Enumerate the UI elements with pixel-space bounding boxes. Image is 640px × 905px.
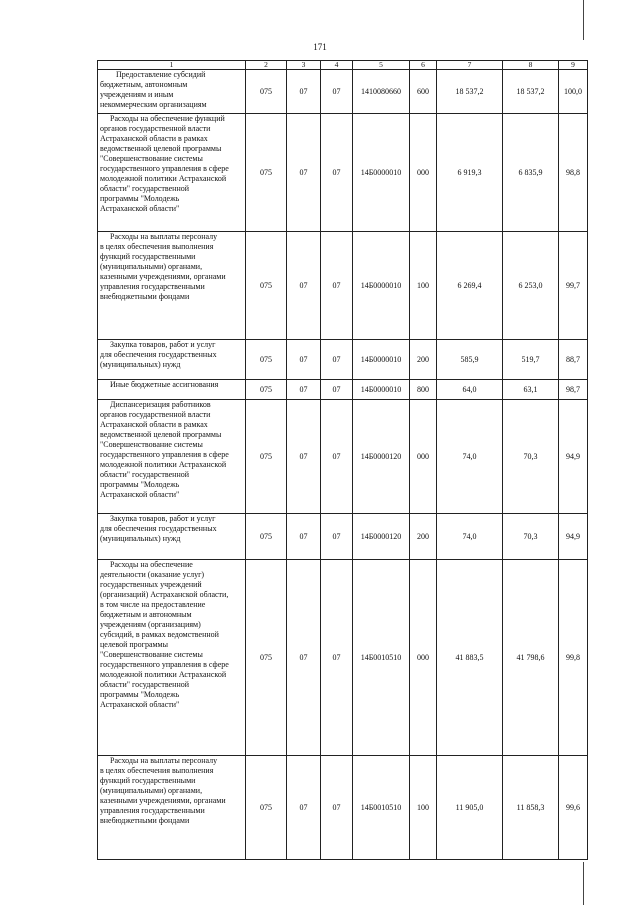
approved-amount-cell: 74,0 (437, 400, 503, 514)
section-cell: 07 (287, 756, 321, 860)
executed-amount-cell: 41 798,6 (503, 560, 559, 756)
scan-edge-line-bottom (583, 862, 584, 905)
target-article-cell: 14Б0000010 (353, 114, 410, 232)
execution-percent-cell: 99,7 (559, 232, 588, 340)
expense-type-cell: 100 (410, 232, 437, 340)
execution-percent-cell: 98,7 (559, 380, 588, 400)
header-cell-3: 3 (287, 61, 321, 70)
execution-percent-cell: 100,0 (559, 70, 588, 114)
header-cell-4: 4 (321, 61, 353, 70)
expense-type-cell: 200 (410, 340, 437, 380)
row-description-cell (98, 560, 246, 756)
expense-type-cell: 000 (410, 400, 437, 514)
expense-type-cell: 800 (410, 380, 437, 400)
section-cell: 07 (287, 114, 321, 232)
admin-code-cell: 075 (246, 560, 287, 756)
header-cell-1: 1 (98, 61, 246, 70)
row-description-cell (98, 70, 246, 114)
section-cell: 07 (287, 560, 321, 756)
header-cell-5: 5 (353, 61, 410, 70)
executed-amount-cell: 63,1 (503, 380, 559, 400)
row-description-cell (98, 380, 246, 400)
target-article-cell: 14Б0000010 (353, 380, 410, 400)
header-cell-7: 7 (437, 61, 503, 70)
admin-code-cell: 075 (246, 70, 287, 114)
execution-percent-cell: 99,8 (559, 560, 588, 756)
row-description-text: Закупка товаров, работ и услуг для обеспечения государственных (муниципальных) нужд (100, 340, 217, 369)
target-article-cell: 14Б0000010 (353, 232, 410, 340)
table-row (98, 114, 588, 232)
expense-type-cell: 000 (410, 114, 437, 232)
executed-amount-cell: 18 537,2 (503, 70, 559, 114)
row-description-text: Расходы на выплаты персоналу в целях обеспечения выполнения функций государственными (муниципальными) органами, казенными учреждениями, органами управления государственными внебюджетными фондами (100, 756, 226, 825)
admin-code-cell: 075 (246, 380, 287, 400)
row-description-cell (98, 232, 246, 340)
executed-amount-cell: 519,7 (503, 340, 559, 380)
row-description-cell (98, 114, 246, 232)
expense-type-cell: 600 (410, 70, 437, 114)
row-description-text: Диспансеризация работников органов государственной власти Астраханской области в рамках ведомственной целевой программы "Совершенствование системы государственного управления в сфере молодежной политики Астраханской области" государственной программы "Молодежь Астраханской области" (100, 400, 229, 499)
row-description-text: Закупка товаров, работ и услуг для обеспечения государственных (муниципальных) нужд (100, 514, 217, 543)
budget-table (97, 60, 588, 860)
execution-percent-cell: 88,7 (559, 340, 588, 380)
subsection-cell: 07 (321, 560, 353, 756)
row-description-cell (98, 756, 246, 860)
row-description-text: Расходы на выплаты персоналу в целях обеспечения выполнения функций государственными (муниципальными) органами, казенными учреждениями, органами управления государственными внебюджетными фондами (100, 232, 226, 301)
table-row (98, 232, 588, 340)
subsection-cell: 07 (321, 114, 353, 232)
approved-amount-cell: 6 919,3 (437, 114, 503, 232)
target-article-cell: 14Б0010510 (353, 560, 410, 756)
header-cell-9: 9 (559, 61, 588, 70)
executed-amount-cell: 70,3 (503, 400, 559, 514)
section-cell: 07 (287, 400, 321, 514)
executed-amount-cell: 6 253,0 (503, 232, 559, 340)
execution-percent-cell: 99,6 (559, 756, 588, 860)
subsection-cell: 07 (321, 70, 353, 114)
section-cell: 07 (287, 70, 321, 114)
expense-type-cell: 000 (410, 560, 437, 756)
table-row (98, 756, 588, 860)
header-cell-6: 6 (410, 61, 437, 70)
admin-code-cell: 075 (246, 400, 287, 514)
subsection-cell: 07 (321, 340, 353, 380)
approved-amount-cell: 11 905,0 (437, 756, 503, 860)
row-description-cell (98, 514, 246, 560)
target-article-cell: 14Б0000010 (353, 340, 410, 380)
table-row (98, 380, 588, 400)
row-description-text: Расходы на обеспечение деятельности (оказание услуг) государственных учреждений (организаций) Астраханской области, в том числе на предоставление бюджетным и автономным учреждениям (организациям) субсидий, в рамках ведомственной целевой программы "Совершенствование системы государственного управления в сфере молодежной политики Астраханской области" государственной программы "Молодежь Астраханской области" (100, 560, 229, 709)
approved-amount-cell: 64,0 (437, 380, 503, 400)
target-article-cell: 14Б0010510 (353, 756, 410, 860)
subsection-cell: 07 (321, 232, 353, 340)
table-row (98, 340, 588, 380)
header-cell-2: 2 (246, 61, 287, 70)
table-row (98, 70, 588, 114)
section-cell: 07 (287, 232, 321, 340)
execution-percent-cell: 98,8 (559, 114, 588, 232)
row-description-text: Предоставление субсидий бюджетным, автономным учреждениям и иным некоммерческим организациям (100, 70, 207, 109)
executed-amount-cell: 6 835,9 (503, 114, 559, 232)
executed-amount-cell: 70,3 (503, 514, 559, 560)
approved-amount-cell: 6 269,4 (437, 232, 503, 340)
expense-type-cell: 100 (410, 756, 437, 860)
target-article-cell: 14Б0000120 (353, 514, 410, 560)
execution-percent-cell: 94,9 (559, 514, 588, 560)
row-description-cell (98, 340, 246, 380)
row-description-cell (98, 400, 246, 514)
section-cell: 07 (287, 380, 321, 400)
approved-amount-cell: 18 537,2 (437, 70, 503, 114)
execution-percent-cell: 94,9 (559, 400, 588, 514)
executed-amount-cell: 11 858,3 (503, 756, 559, 860)
table-row (98, 514, 588, 560)
approved-amount-cell: 585,9 (437, 340, 503, 380)
subsection-cell: 07 (321, 380, 353, 400)
subsection-cell: 07 (321, 400, 353, 514)
expense-type-cell: 200 (410, 514, 437, 560)
admin-code-cell: 075 (246, 340, 287, 380)
admin-code-cell: 075 (246, 756, 287, 860)
table-row (98, 560, 588, 756)
admin-code-cell: 075 (246, 232, 287, 340)
approved-amount-cell: 74,0 (437, 514, 503, 560)
row-description-text: Иные бюджетные ассигнования (100, 380, 219, 389)
page-number: 171 (313, 42, 327, 52)
admin-code-cell: 075 (246, 114, 287, 232)
subsection-cell: 07 (321, 514, 353, 560)
section-cell: 07 (287, 514, 321, 560)
section-cell: 07 (287, 340, 321, 380)
target-article-cell: 1410080660 (353, 70, 410, 114)
admin-code-cell: 075 (246, 514, 287, 560)
table-row (98, 400, 588, 514)
scan-edge-line-top (583, 0, 584, 40)
approved-amount-cell: 41 883,5 (437, 560, 503, 756)
header-cell-8: 8 (503, 61, 559, 70)
row-description-text: Расходы на обеспечение функций органов государственной власти Астраханской области в рамках ведомственной целевой программы "Совершенствование системы государственного управления в сфере молодежной политики Астраханской области" государственной программы "Молодежь Астраханской области" (100, 114, 229, 213)
table-header-row (98, 61, 588, 70)
target-article-cell: 14Б0000120 (353, 400, 410, 514)
subsection-cell: 07 (321, 756, 353, 860)
